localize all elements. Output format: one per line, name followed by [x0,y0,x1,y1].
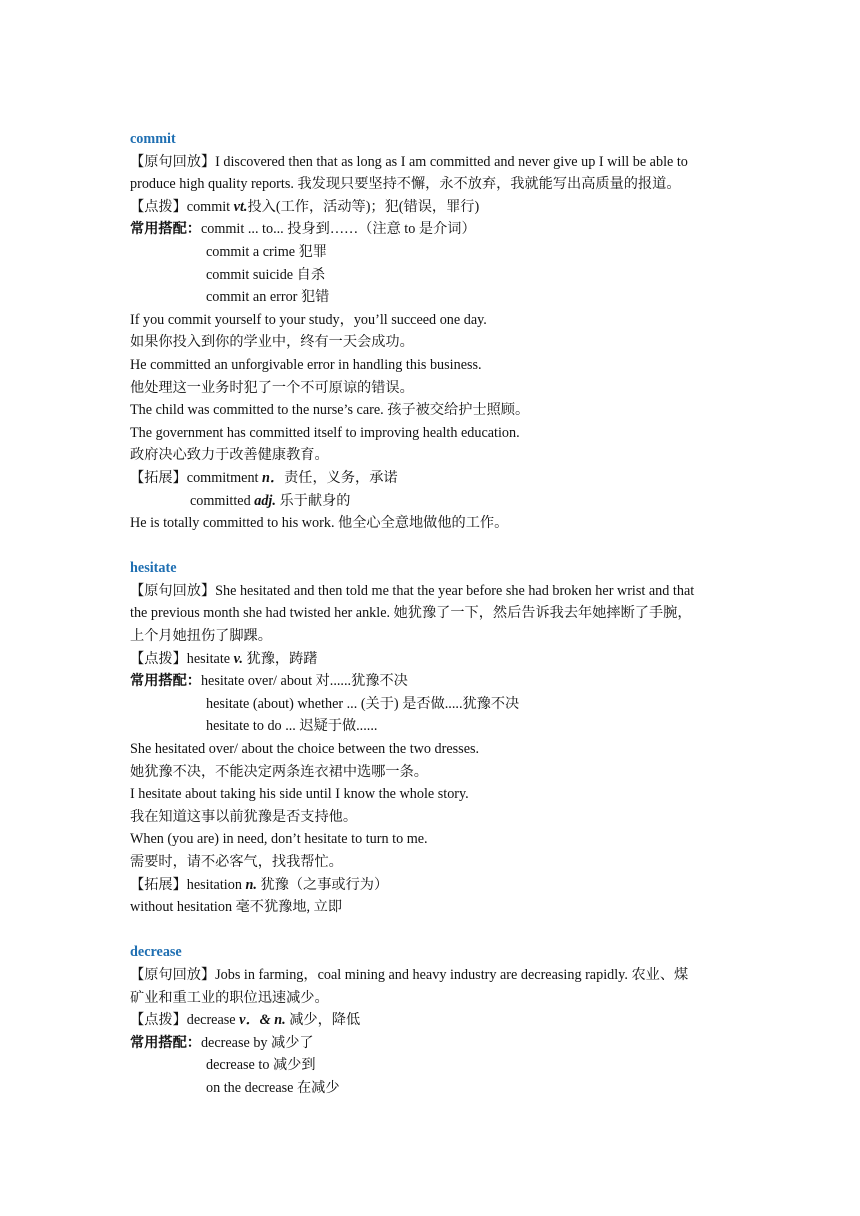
example-line: 她犹豫不决，不能决定两条连衣裙中选哪一条。 [130,763,428,780]
collocation-label: 常用搭配： [130,221,201,238]
collocation-item: commit an error 犯错 [206,289,330,306]
tuozhan-word: hesitation [186,876,246,893]
example-line: 需要时，请不必客气，找我帮忙。 [130,854,343,870]
collocation-label: 常用搭配： [130,1034,201,1051]
original-sentence-line: produce high quality reports. 我发现只要坚持不懈，永不放弃，我就能写出高质量的报道。 [130,176,681,193]
collocation-row [130,715,740,738]
example-line: He committed an unforgivable error in handling this business. [130,356,482,373]
collocation-row [130,1032,740,1055]
dianbo-label: 【点拨】 [130,1012,187,1029]
tuozhan-label: 【拓展】 [130,469,187,486]
collocation-row [130,693,740,716]
collocation-row [130,264,740,287]
dianbo-meaning: 犹豫，踌躇 [242,650,318,667]
collocation-row [130,1054,740,1077]
collocation-row [130,286,740,309]
collocation-item: hesitate (about) whether ... (关于) 是否做.....犹豫不决 [206,695,520,712]
example-line: 他处理这一业务时犯了一个不可原谅的错误。 [130,379,414,396]
section-heading: decrease [130,944,182,961]
dianbo-line [130,1009,740,1032]
tuozhan-word: committed [190,492,255,509]
dianbo-pos: v．& n. [239,1012,286,1029]
collocation-row [130,218,740,241]
collocation-row [130,1077,740,1100]
tuozhan-pos: n. [245,876,257,893]
example-line: without hesitation 毫不犹豫地, 立即 [130,899,343,916]
tuozhan-pos: n． [262,469,285,486]
collocation-item: decrease to 减少到 [206,1057,316,1074]
example-line: The government has committed itself to improving health education. [130,424,520,441]
example-line: If you commit yourself to your study，you’ll succeed one day. [130,311,487,328]
example-line: When (you are) in need, don’t hesitate to turn to me. [130,831,428,848]
example-line: 如果你投入到你的学业中，终有一天会成功。 [130,334,414,351]
original-sentence-line: 上个月她扭伤了脚踝。 [130,628,272,645]
dianbo-label: 【点拨】 [130,198,187,215]
dianbo-label: 【点拨】 [130,650,187,667]
dianbo-word: commit [186,198,234,215]
original-sentence-line: 【原句回放】She hesitated and then told me that the year before she had broken her wrist and that [130,582,695,599]
tuozhan-meaning: 责任，义务，承诺 [284,469,398,486]
example-line: 我在知道这事以前犹豫是否支持他。 [130,808,358,825]
example-line: He is totally committed to his work. 他全心全意地做他的工作。 [130,515,509,532]
collocation-item: hesitate to do ... 迟疑于做...... [206,718,378,735]
collocation-row [130,670,740,693]
collocation-item: on the decrease 在减少 [206,1079,340,1096]
tuozhan-pos: adj. [254,492,276,509]
original-sentence-line: 矿业和重工业的职位迅速减少。 [130,989,329,1006]
example-line: She hesitated over/ about the choice between the two dresses. [130,741,480,758]
dianbo-word: hesitate [186,650,234,667]
document-content [130,128,740,1100]
dianbo-pos: v. [233,650,243,667]
example-line: The child was committed to the nurse’s care. 孩子被交给护士照顾。 [130,402,530,419]
section-spacer [130,535,740,558]
collocation-row [130,241,740,264]
tuozhan-word: commitment [186,469,263,486]
section-spacer [130,919,740,942]
tuozhan-line [130,874,740,897]
collocation-item: hesitate over/ about 对......犹豫不决 [200,673,408,690]
dianbo-line [130,648,740,671]
tuozhan-line [130,490,740,513]
tuozhan-meaning: 犹豫（之事或行为） [256,876,389,893]
tuozhan-label: 【拓展】 [130,876,187,893]
original-sentence-line: 【原句回放】Jobs in farming，coal mining and heavy industry are decreasing rapidly. 农业、煤 [130,966,689,983]
tuozhan-meaning: 乐于献身的 [275,492,351,509]
collocation-item: commit ... to... 投身到……（注意 to 是介词） [200,221,476,238]
dianbo-line [130,196,740,219]
dianbo-meaning: 减少，降低 [285,1012,361,1029]
section-heading: hesitate [130,560,177,577]
tuozhan-line [130,467,740,490]
example-line: I hesitate about taking his side until I know the whole story. [130,786,469,803]
collocation-label: 常用搭配： [130,673,201,690]
dianbo-pos: vt. [233,198,248,215]
original-sentence-line: 【原句回放】I discovered then that as long as I am committed and never give up I will be able to [130,153,688,170]
section-heading: commit [130,131,176,147]
original-sentence-line: the previous month she had twisted her ankle. 她犹豫了一下，然后告诉我去年她摔断了手腕， [130,605,692,622]
dianbo-meaning: 投入(工作，活动等)；犯(错误，罪行) [247,198,480,215]
example-line: 政府决心致力于改善健康教育。 [130,447,329,464]
dianbo-word: decrease [186,1012,240,1029]
collocation-item: commit a crime 犯罪 [206,243,327,260]
collocation-item: commit suicide 自杀 [206,266,326,283]
collocation-item: decrease by 减少了 [200,1034,314,1051]
